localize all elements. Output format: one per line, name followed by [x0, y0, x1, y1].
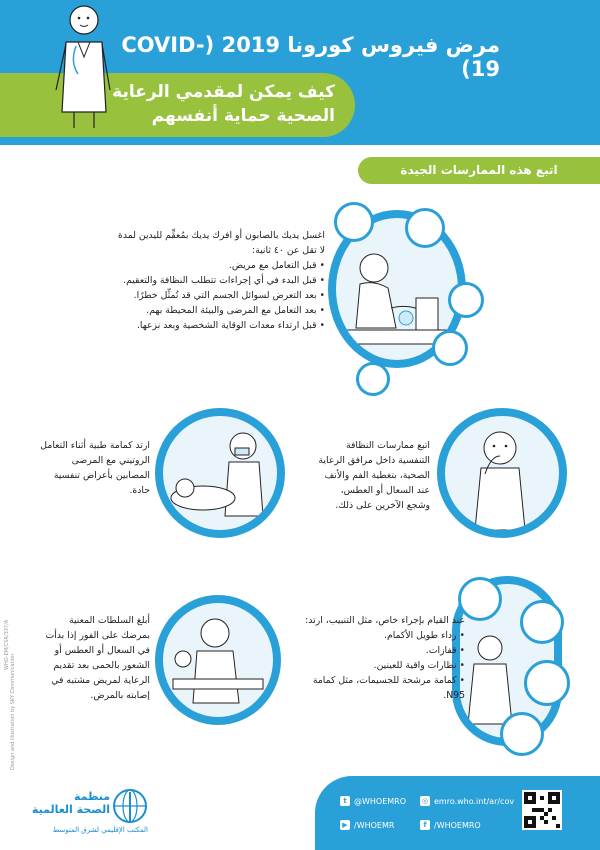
ppe-intro: عند القيام بإجراء خاص، مثل التنبيب، ارتد: — [305, 615, 465, 626]
qr-code[interactable] — [522, 790, 562, 830]
respiratory-text: اتبع ممارسات النظافة التنفسية داخل مرافق الرعاية الصحية، بتغطية الفم والأنف عند السعال أو العطس، وشجع الآخرين على ذلك. — [318, 440, 430, 511]
list-item: • بعد التعرض لسوائل الجسم التي قد تُمثِّل خطرًا. — [110, 288, 325, 303]
n95-inset — [500, 712, 544, 756]
mask-text: ارتد كمامة طبية أثناء التعامل الروتيني مع المرضى المصابين بأعراض تنفسية حادة. — [40, 440, 150, 496]
credits — [2, 570, 16, 770]
list-item: • قبل البدء في أي إجراءات تتطلب النظافة والتعقيم. — [110, 273, 325, 288]
list-item: • رداء طويل الأكمام. — [300, 628, 465, 643]
subtitle-line-1: كيف يمكن لمقدمي الرعاية — [112, 82, 335, 102]
mask-illustration — [155, 408, 285, 538]
youtube-icon: ▶ — [340, 820, 350, 830]
report-illustration — [155, 595, 281, 725]
list-item: • كمامة مرشحة للجسيمات، مثل كمامة N95. — [300, 673, 465, 703]
sneeze-figure-icon — [445, 416, 559, 530]
handwash-intro: اغسل يديك بالصابون أو افرك يديك بمُعقِّم لليدين لمدة لا تقل عن ٤٠ ثانية: — [117, 230, 325, 256]
who-regional-office: المكتب الإقليمي لشرق المتوسط — [52, 826, 148, 834]
list-item: • قفازات. — [300, 643, 465, 658]
list-item: • قبل ارتداء معدات الوقاية الشخصية وبعد نزعها. — [110, 318, 325, 333]
report-text: أبلغ السلطات المعنية بمرضك على الفور إذا بدأت في السعال أو العطس أو الشعور بالحمى بعد تقديم الرعاية لمريض مشتبه في إصابته بالمرض. — [45, 615, 150, 701]
youtube-link[interactable] — [340, 820, 394, 830]
list-item: • بعد التعامل مع المرضى والبيئة المحيطة بهم. — [110, 303, 325, 318]
handwash-text — [110, 228, 325, 333]
twitter-link[interactable] — [340, 796, 406, 806]
globe-icon: ◎ — [421, 797, 429, 805]
who-emblem-icon — [112, 788, 148, 824]
calling-figure-icon — [163, 603, 273, 717]
mask-inset — [356, 362, 390, 396]
facebook-icon: f — [420, 820, 430, 830]
door-inset — [405, 208, 445, 248]
list-item: • نظارات واقية للعينين. — [300, 658, 465, 673]
facebook-handle: /WHOEMRO — [434, 820, 481, 830]
poster-code: WHO-EM/CSR/337/A — [4, 619, 10, 670]
facebook-link[interactable] — [420, 820, 481, 830]
org-line-1: منظمة — [73, 790, 110, 803]
twitter-handle: @WHOEMRO — [354, 796, 407, 806]
qr-code-icon — [524, 792, 560, 828]
hands-inset — [432, 330, 468, 366]
ppe-list — [300, 628, 465, 703]
gloves-inset — [520, 600, 564, 644]
website-link[interactable] — [420, 796, 514, 806]
goggles-inset — [524, 660, 570, 706]
patient-inset — [448, 282, 484, 318]
subtitle-line-2: الصحية حماية أنفسهم — [151, 106, 335, 126]
handwash-list — [110, 258, 325, 333]
twitter-icon: t — [340, 796, 350, 806]
sanitizer-inset — [334, 202, 374, 242]
poster-subtitle — [95, 80, 335, 128]
doctor-patient-icon — [163, 416, 277, 530]
poster-title: مرض فيروس كورونا 2019 (COVID-19) — [121, 33, 500, 81]
design-credit: Design and illustration by SKY Communication — [10, 653, 16, 770]
website-url: emro.who.int/ar/cov — [434, 796, 515, 806]
org-line-2: الصحة العالمية — [31, 803, 110, 816]
youtube-handle: /WHOEMR — [354, 820, 395, 830]
ppe-text — [300, 613, 465, 703]
section-heading: اتبع هذه الممارسات الجيدة — [358, 157, 600, 184]
respiratory-illustration — [437, 408, 567, 538]
list-item: • قبل التعامل مع مريض. — [110, 258, 325, 273]
who-org-name — [20, 790, 110, 816]
